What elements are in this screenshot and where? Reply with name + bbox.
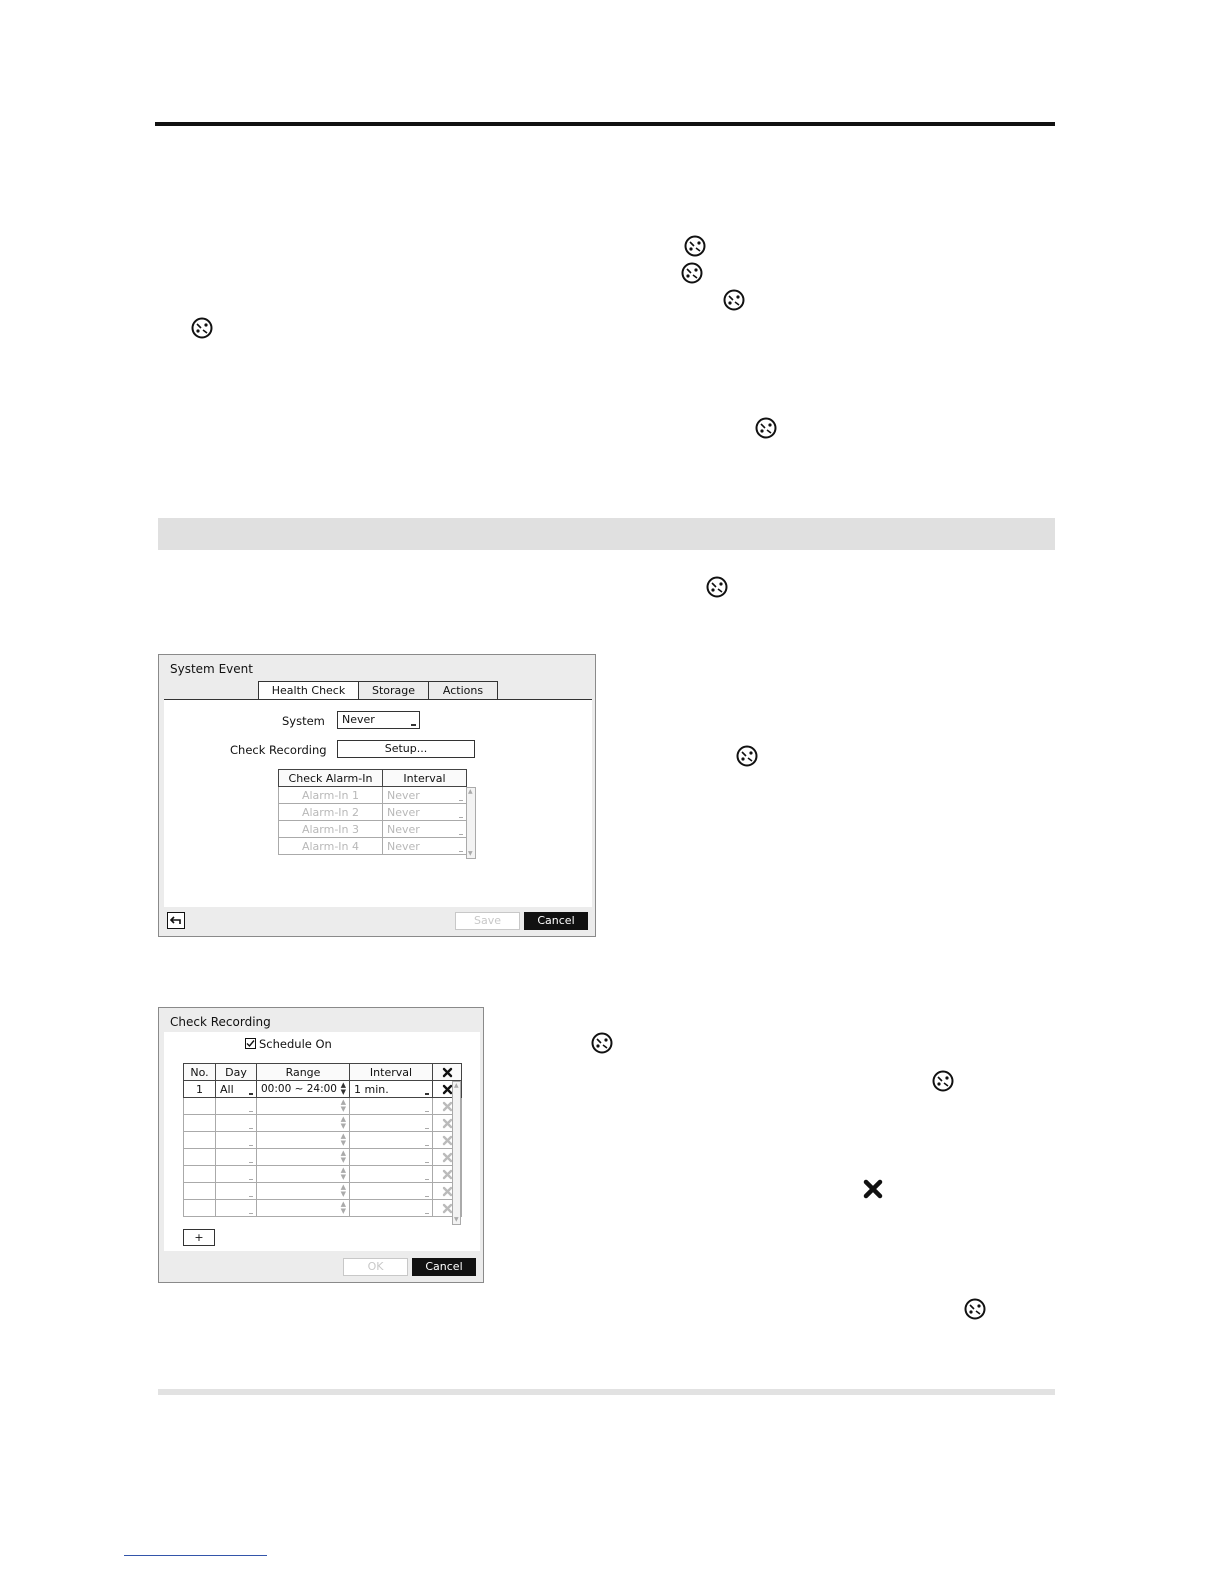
delete-x-icon bbox=[442, 1135, 453, 1146]
interval-select[interactable] bbox=[350, 1183, 433, 1200]
row-number bbox=[184, 1200, 216, 1217]
column-header-check-alarm-in: Check Alarm-In bbox=[279, 770, 383, 787]
knob-icon bbox=[723, 289, 745, 311]
check-recording-dialog bbox=[158, 1007, 484, 1283]
day-select[interactable] bbox=[216, 1166, 257, 1183]
chevron-down-icon bbox=[249, 1213, 253, 1214]
ok-button[interactable]: OK bbox=[343, 1258, 408, 1276]
chevron-down-icon bbox=[425, 1111, 429, 1112]
save-button[interactable]: Save bbox=[455, 912, 520, 930]
alarm-interval[interactable] bbox=[383, 804, 467, 821]
spinner-arrows-icon: ▲ ▼ bbox=[340, 1132, 346, 1147]
alarm-in-table bbox=[278, 769, 467, 855]
alarm-name[interactable]: Alarm-In 2 bbox=[279, 804, 383, 821]
chevron-down-icon bbox=[411, 722, 416, 726]
interval-select[interactable] bbox=[350, 1098, 433, 1115]
scroll-up-icon[interactable]: ▲ bbox=[454, 1082, 459, 1089]
tab-bar bbox=[258, 681, 598, 701]
system-select[interactable] bbox=[337, 711, 420, 729]
chevron-down-icon bbox=[425, 1145, 429, 1146]
day-select[interactable] bbox=[216, 1132, 257, 1149]
schedule-on-label: Schedule On bbox=[259, 1037, 332, 1051]
row-number bbox=[184, 1132, 216, 1149]
table-row bbox=[184, 1183, 462, 1200]
day-select[interactable] bbox=[216, 1098, 257, 1115]
alarm-name[interactable]: Alarm-In 1 bbox=[279, 787, 383, 804]
chevron-down-icon bbox=[249, 1128, 253, 1129]
header-rule bbox=[155, 122, 1055, 126]
knob-icon bbox=[681, 262, 703, 284]
chevron-down-icon bbox=[249, 1093, 253, 1095]
tab-actions[interactable]: Actions bbox=[428, 681, 498, 699]
day-value: All bbox=[220, 1082, 234, 1096]
delete-x-icon bbox=[862, 1178, 884, 1200]
system-select-value: Never bbox=[342, 713, 375, 726]
day-select[interactable] bbox=[216, 1183, 257, 1200]
knob-icon bbox=[932, 1070, 954, 1092]
row-number bbox=[184, 1098, 216, 1115]
chevron-down-icon bbox=[459, 851, 463, 852]
table-row bbox=[184, 1149, 462, 1166]
range-spinner[interactable] bbox=[257, 1115, 350, 1132]
dialog-title: Check Recording bbox=[170, 1015, 271, 1029]
interval-select[interactable] bbox=[350, 1115, 433, 1132]
chevron-down-icon bbox=[249, 1196, 253, 1197]
chevron-down-icon bbox=[425, 1179, 429, 1180]
chevron-down-icon bbox=[425, 1213, 429, 1214]
range-value: 00:00 ~ 24:00 bbox=[261, 1083, 337, 1095]
add-schedule-button[interactable]: + bbox=[183, 1229, 215, 1246]
checkbox-checked-icon bbox=[245, 1038, 256, 1049]
spinner-arrows-icon: ▲ ▼ bbox=[340, 1081, 346, 1096]
spinner-arrows-icon: ▲ ▼ bbox=[340, 1115, 346, 1130]
section-heading-bar bbox=[158, 518, 1055, 550]
table-row bbox=[184, 1166, 462, 1183]
dialog-title: System Event bbox=[170, 662, 253, 676]
chevron-down-icon bbox=[249, 1145, 253, 1146]
column-header-day: Day bbox=[216, 1064, 257, 1081]
day-select[interactable] bbox=[216, 1149, 257, 1166]
chevron-down-icon bbox=[459, 817, 463, 818]
system-event-dialog bbox=[158, 654, 596, 937]
setup-button[interactable]: Setup... bbox=[337, 740, 475, 758]
scroll-up-icon[interactable]: ▲ bbox=[468, 788, 473, 795]
delete-x-icon bbox=[442, 1203, 453, 1214]
chevron-down-icon bbox=[425, 1093, 429, 1095]
knob-icon bbox=[964, 1298, 986, 1320]
interval-select[interactable] bbox=[350, 1132, 433, 1149]
table-row bbox=[184, 1132, 462, 1149]
range-spinner[interactable] bbox=[257, 1166, 350, 1183]
delete-x-icon bbox=[442, 1101, 453, 1112]
range-spinner[interactable] bbox=[257, 1081, 350, 1098]
interval-select[interactable] bbox=[350, 1166, 433, 1183]
chevron-down-icon bbox=[249, 1179, 253, 1180]
range-spinner[interactable] bbox=[257, 1183, 350, 1200]
scroll-down-icon[interactable]: ▼ bbox=[468, 850, 473, 857]
chevron-down-icon bbox=[425, 1128, 429, 1129]
knob-icon bbox=[191, 317, 213, 339]
column-header-interval: Interval bbox=[383, 770, 467, 787]
range-spinner[interactable] bbox=[257, 1098, 350, 1115]
row-number bbox=[184, 1166, 216, 1183]
footer-link-underline bbox=[124, 1555, 267, 1556]
table-row bbox=[279, 787, 467, 804]
range-spinner[interactable] bbox=[257, 1149, 350, 1166]
interval-select[interactable] bbox=[350, 1200, 433, 1217]
alarm-interval[interactable] bbox=[383, 787, 467, 804]
chevron-down-icon bbox=[459, 834, 463, 835]
schedule-table-scrollbar[interactable] bbox=[452, 1081, 461, 1225]
chevron-down-icon bbox=[249, 1111, 253, 1112]
chevron-down-icon bbox=[459, 800, 463, 801]
row-number bbox=[184, 1115, 216, 1132]
check-recording-panel bbox=[164, 1032, 480, 1251]
delete-x-icon bbox=[442, 1067, 453, 1078]
delete-all-header[interactable] bbox=[433, 1064, 462, 1081]
tab-storage[interactable]: Storage bbox=[358, 681, 429, 699]
delete-x-icon bbox=[442, 1118, 453, 1129]
schedule-table bbox=[183, 1063, 462, 1217]
chevron-down-icon bbox=[249, 1162, 253, 1163]
alarm-interval[interactable] bbox=[383, 838, 467, 855]
knob-icon bbox=[736, 745, 758, 767]
spinner-arrows-icon: ▲ ▼ bbox=[340, 1149, 346, 1164]
delete-x-icon bbox=[442, 1084, 453, 1095]
spinner-arrows-icon: ▲ ▼ bbox=[340, 1166, 346, 1181]
delete-x-icon bbox=[442, 1169, 453, 1180]
alarm-interval-value: Never bbox=[387, 788, 420, 802]
alarm-interval-value: Never bbox=[387, 805, 420, 819]
alarm-name[interactable]: Alarm-In 4 bbox=[279, 838, 383, 855]
alarm-table-scrollbar[interactable] bbox=[466, 787, 476, 859]
interval-select[interactable] bbox=[350, 1149, 433, 1166]
alarm-interval[interactable] bbox=[383, 821, 467, 838]
tab-health-check[interactable]: Health Check bbox=[258, 681, 359, 701]
table-row bbox=[184, 1200, 462, 1217]
knob-icon bbox=[591, 1032, 613, 1054]
cancel-button[interactable]: Cancel bbox=[412, 1258, 476, 1276]
row-number: 1 bbox=[184, 1081, 216, 1098]
column-header-interval: Interval bbox=[350, 1064, 433, 1081]
table-row bbox=[184, 1115, 462, 1132]
scroll-down-icon[interactable]: ▼ bbox=[454, 1216, 459, 1223]
spinner-arrows-icon: ▲ ▼ bbox=[340, 1183, 346, 1198]
chevron-down-icon bbox=[425, 1196, 429, 1197]
day-select[interactable] bbox=[216, 1115, 257, 1132]
cancel-button[interactable]: Cancel bbox=[524, 912, 588, 930]
range-spinner[interactable] bbox=[257, 1200, 350, 1217]
row-number bbox=[184, 1149, 216, 1166]
interval-value: 1 min. bbox=[354, 1082, 389, 1096]
range-spinner[interactable] bbox=[257, 1132, 350, 1149]
check-recording-label: Check Recording bbox=[230, 743, 327, 757]
table-row bbox=[184, 1098, 462, 1115]
day-select[interactable] bbox=[216, 1081, 257, 1098]
table-row bbox=[184, 1081, 462, 1098]
knob-icon bbox=[755, 417, 777, 439]
alarm-interval-value: Never bbox=[387, 822, 420, 836]
interval-select[interactable] bbox=[350, 1081, 433, 1098]
footer-rule bbox=[158, 1389, 1055, 1395]
column-header-no: No. bbox=[184, 1064, 216, 1081]
spinner-arrows-icon: ▲ ▼ bbox=[340, 1098, 346, 1113]
knob-icon bbox=[706, 576, 728, 598]
day-select[interactable] bbox=[216, 1200, 257, 1217]
column-header-range: Range bbox=[257, 1064, 350, 1081]
alarm-interval-value: Never bbox=[387, 839, 420, 853]
back-arrow-icon[interactable] bbox=[167, 912, 185, 929]
table-row bbox=[279, 838, 467, 855]
chevron-down-icon bbox=[425, 1162, 429, 1163]
delete-x-icon bbox=[442, 1152, 453, 1163]
health-check-panel bbox=[164, 700, 592, 907]
table-row bbox=[279, 821, 467, 838]
knob-icon bbox=[684, 235, 706, 257]
system-label: System bbox=[282, 714, 325, 728]
delete-x-icon bbox=[442, 1186, 453, 1197]
row-number bbox=[184, 1183, 216, 1200]
table-row bbox=[279, 804, 467, 821]
spinner-arrows-icon: ▲ ▼ bbox=[340, 1200, 346, 1215]
alarm-name[interactable]: Alarm-In 3 bbox=[279, 821, 383, 838]
